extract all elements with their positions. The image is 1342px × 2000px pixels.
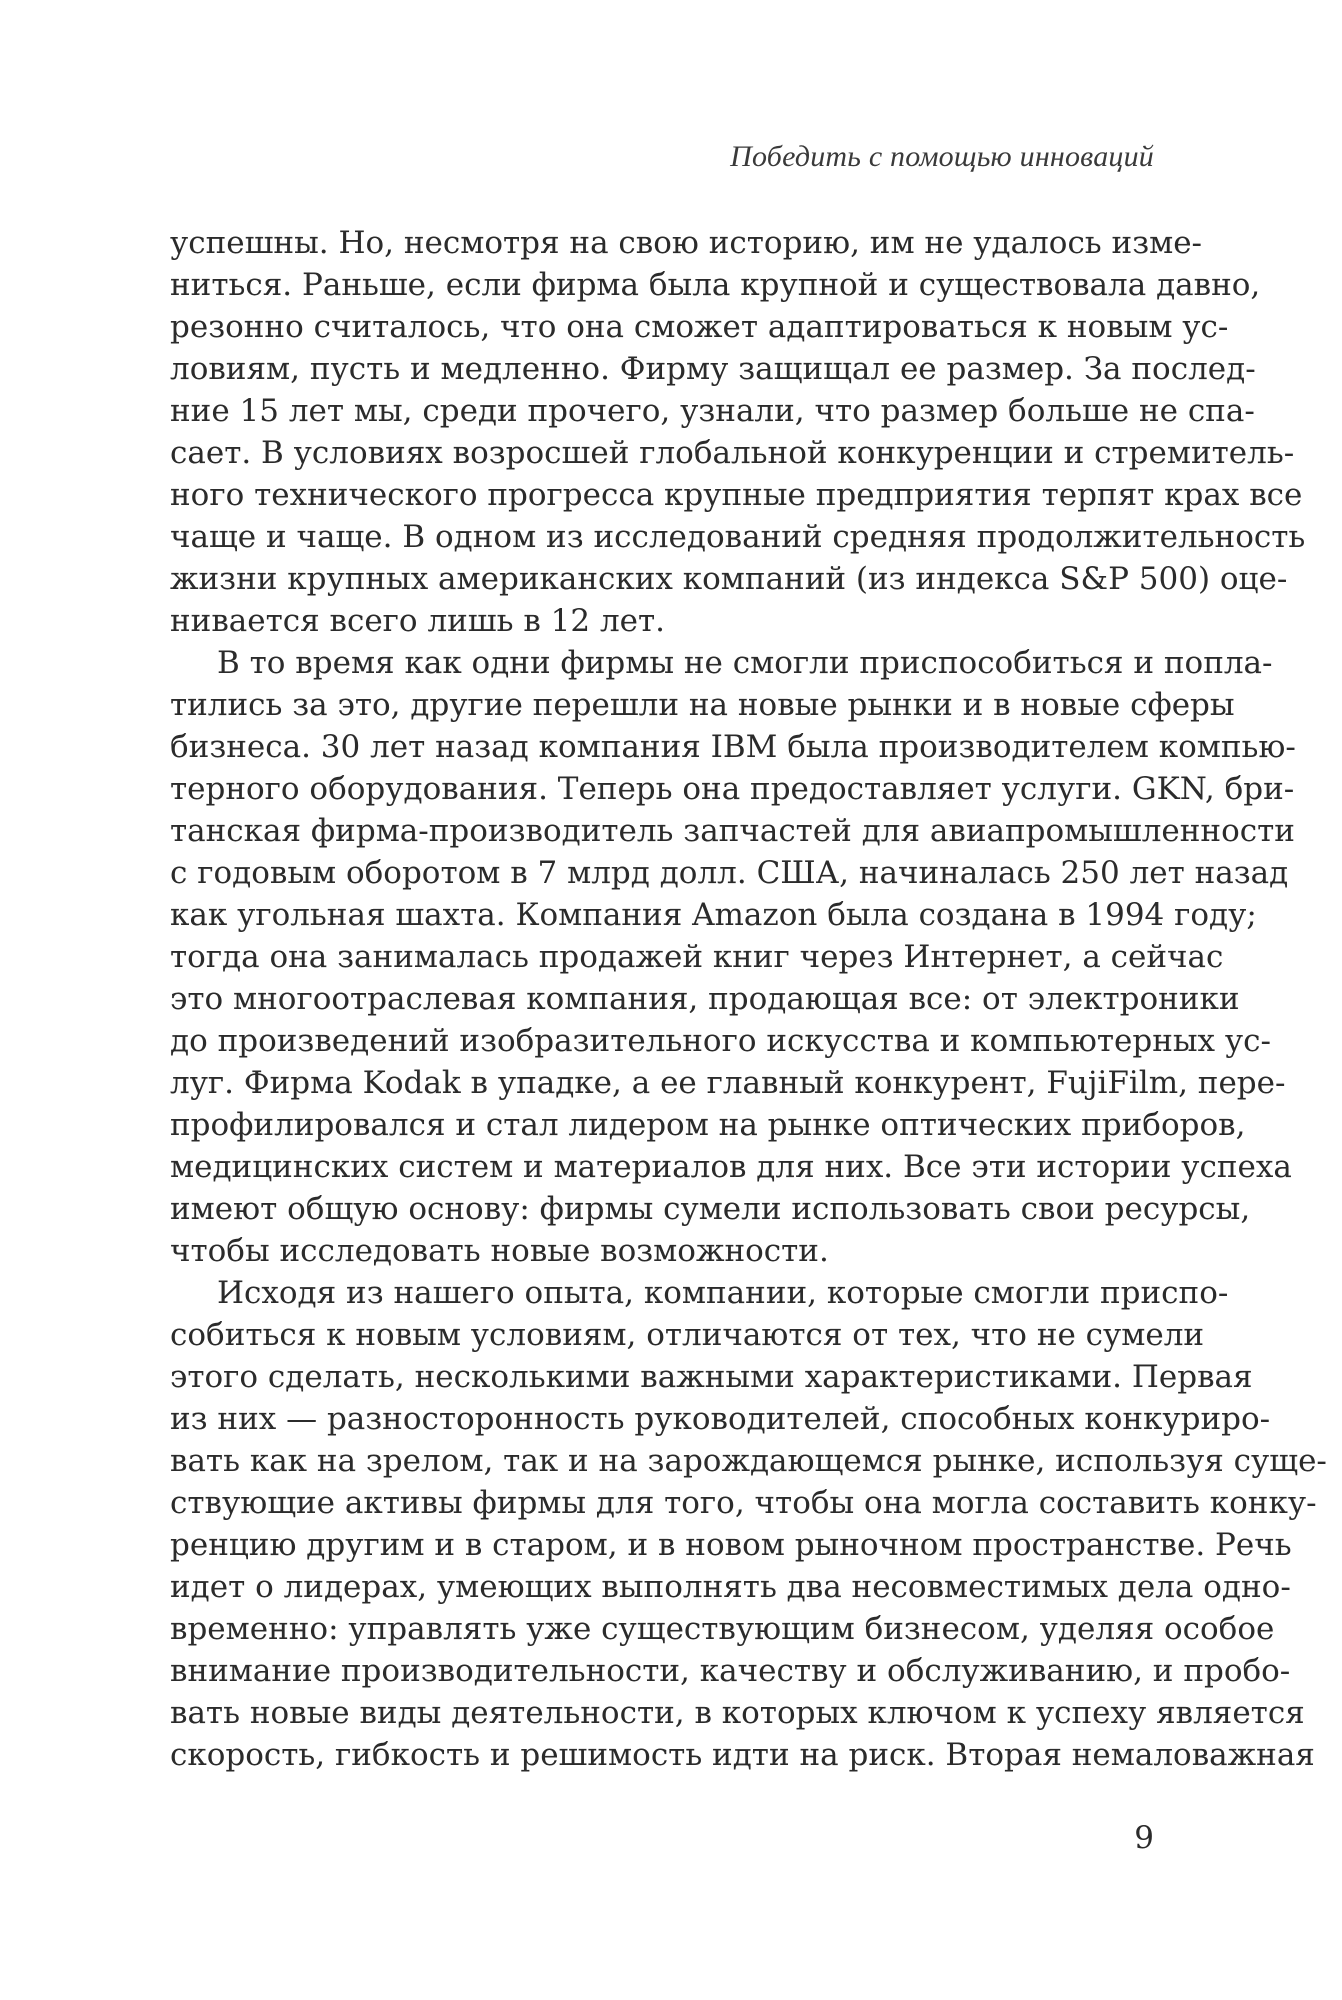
text-line: тились за это, другие перешли на новые рынки и в новые сферы (170, 687, 1235, 723)
text-line: с годовым оборотом в 7 млрд долл. США, начиналась 250 лет назад (170, 855, 1289, 891)
text-line: вать как на зрелом, так и на зарождающемся рынке, используя суще- (170, 1443, 1327, 1479)
text-line: этого сделать, несколькими важными характеристиками. Первая (170, 1359, 1253, 1395)
text-line: сает. В условиях возросшей глобальной конкуренции и стремитель- (170, 435, 1295, 471)
text-line: как угольная шахта. Компания Amazon была создана в 1994 году; (170, 897, 1257, 933)
text-line-paragraph-start: В то время как одни фирмы не смогли приспособиться и попла- (217, 645, 1273, 681)
text-line: это многоотраслевая компания, продающая все: от электроники (170, 981, 1240, 1017)
text-line: до произведений изобразительного искусства и компьютерных ус- (170, 1023, 1271, 1059)
text-line: ловиям, пусть и медленно. Фирму защищал ее размер. За послед- (170, 351, 1256, 387)
text-line-paragraph-end: чтобы исследовать новые возможности. (170, 1233, 829, 1269)
text-line: внимание производительности, качеству и обслуживанию, и пробо- (170, 1653, 1291, 1689)
text-line: чаще и чаще. В одном из исследований средняя продолжительность (170, 519, 1306, 555)
body-text (170, 222, 1327, 1776)
text-line: тогда она занималась продажей книг через Интернет, а сейчас (170, 939, 1224, 975)
text-line: танская фирма-производитель запчастей для авиапромышленности (170, 813, 1295, 849)
text-line: из них — разносторонность руководителей, способных конкуриро- (170, 1401, 1271, 1437)
text-line-paragraph-end: нивается всего лишь в 12 лет. (170, 603, 666, 639)
text-line: профилировался и стал лидером на рынке оптических приборов, (170, 1107, 1246, 1143)
text-line: ного технического прогресса крупные предприятия терпят крах все (170, 477, 1303, 513)
text-line: ние 15 лет мы, среди прочего, узнали, что размер больше не спа- (170, 393, 1255, 429)
text-line-paragraph-start: Исходя из нашего опыта, компании, которые смогли приспо- (217, 1275, 1229, 1311)
text-line: жизни крупных американских компаний (из индекса S&P 500) оце- (170, 561, 1288, 597)
text-line: собиться к новым условиям, отличаются от тех, что не сумели (170, 1317, 1205, 1353)
page-number: 9 (1134, 1820, 1154, 1856)
text-line: вать новые виды деятельности, в которых ключом к успеху является (170, 1695, 1305, 1731)
text-line: резонно считалось, что она сможет адаптироваться к новым ус- (170, 309, 1229, 345)
text-line: луг. Фирма Kodak в упадке, а ее главный конкурент, FujiFilm, пере- (170, 1065, 1286, 1101)
text-line: идет о лидерах, умеющих выполнять два несовместимых дела одно- (170, 1569, 1291, 1605)
text-line: ренцию другим и в старом, и в новом рыночном пространстве. Речь (170, 1527, 1292, 1563)
text-line: медицинских систем и материалов для них. Все эти истории успеха (170, 1149, 1292, 1185)
running-header: Победить с помощью инноваций (730, 140, 1154, 173)
text-line: имеют общую основу: фирмы сумели использовать свои ресурсы, (170, 1191, 1251, 1227)
text-line: скорость, гибкость и решимость идти на риск. Вторая немаловажная (170, 1737, 1315, 1773)
text-line: ниться. Раньше, если фирма была крупной и существовала давно, (170, 267, 1261, 303)
text-line: временно: управлять уже существующим бизнесом, уделяя особое (170, 1611, 1275, 1647)
text-line: бизнеса. 30 лет назад компания IBM была производителем компью- (170, 729, 1296, 765)
text-line: терного оборудования. Теперь она предоставляет услуги. GKN, бри- (170, 771, 1295, 807)
text-line: успешны. Но, несмотря на свою историю, им не удалось изме- (170, 225, 1203, 261)
text-line: ствующие активы фирмы для того, чтобы она могла составить конку- (170, 1485, 1317, 1521)
